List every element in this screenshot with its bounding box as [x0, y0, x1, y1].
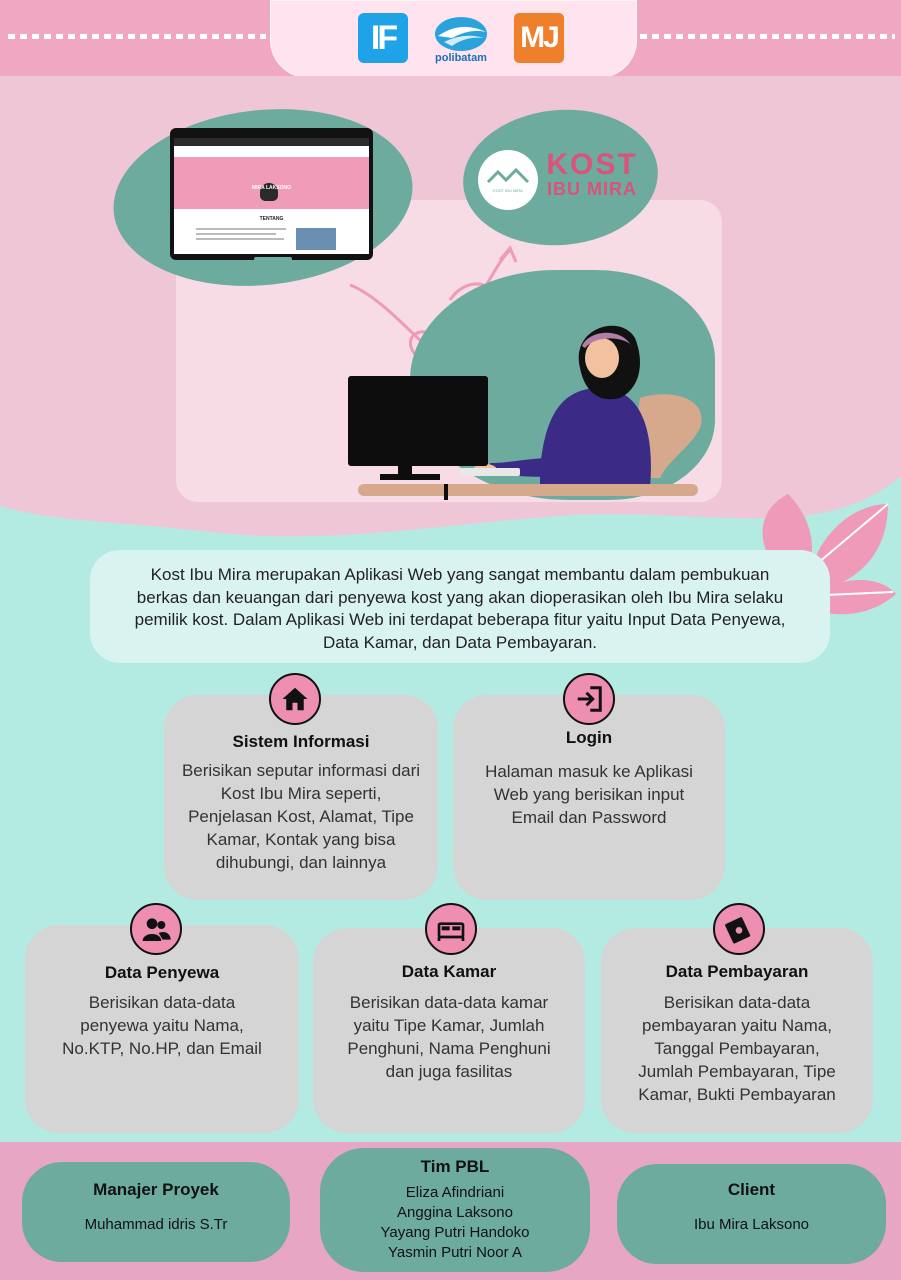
brand-name [546, 150, 638, 198]
feature-card-data-pembayaran [601, 928, 873, 1133]
header-dash-left [8, 34, 266, 39]
woman-at-computer-illustration [340, 318, 710, 500]
feature-card-sistem-informasi [164, 695, 438, 900]
money-icon [713, 903, 765, 955]
laptop-stand [254, 257, 292, 261]
users-icon [130, 903, 182, 955]
house-logo-icon [478, 150, 538, 210]
screen-photo [296, 228, 336, 250]
brand-logo-circle [478, 150, 538, 210]
team-title: Client [727, 1180, 776, 1199]
team-member: Yasmin Putri Noor A [388, 1244, 522, 1261]
feature-card-data-kamar [313, 928, 585, 1133]
team-card-manager [22, 1162, 290, 1262]
polibatam-logo-text: polibatam [435, 52, 487, 64]
feature-text: Halaman masuk ke Aplikasi Web yang berisikan input Email dan Password [485, 762, 693, 827]
brand-name-line1: KOST [546, 148, 638, 181]
feature-text: Berisikan data-data pembayaran yaitu Nama, Tanggal Pembayaran, Jumlah Pembayaran, Tipe Kamar, Bukti Pembayaran [638, 993, 836, 1104]
description-text: Kost Ibu Mira merupakan Aplikasi Web yang sangat membantu dalam pembukuan berkas dan keuangan dari penyewa kost yang akan dioperasikan oleh Ibu Mira selaku pemilik kost. Dalam Aplikasi Web ini terdapat beberapa fitur yaitu Input Data Penyewa, Data Kamar, dan Data Pembayaran. [134, 565, 786, 652]
team-title: Tim PBL [420, 1157, 490, 1176]
feature-title: Sistem Informasi [232, 732, 370, 751]
team-member: Yayang Putri Handoko [380, 1224, 530, 1241]
screen-section-title: TENTANG [259, 216, 284, 222]
team-card-client [617, 1164, 886, 1264]
screen-text-line [196, 233, 276, 235]
team-card-pbl [320, 1148, 590, 1272]
team-member: Ibu Mira Laksono [693, 1216, 810, 1233]
bed-icon [425, 903, 477, 955]
brand-name-line2: IBU MIRA [547, 179, 637, 199]
screen-text-line [196, 238, 284, 240]
login-icon [563, 673, 615, 725]
brand-logo-caption: KOST IBU MIRA [493, 188, 523, 193]
feature-text: Berisikan data-data penyewa yaitu Nama, No.KTP, No.HP, dan Email [62, 993, 262, 1058]
screen-title: MIRA LAKSONO [252, 185, 291, 191]
feature-text: Berisikan seputar informasi dari Kost Ibu Mira seperti, Penjelasan Kost, Alamat, Tipe Kamar, Kontak yang bisa dihubungi, dan lainnya [181, 761, 421, 872]
team-member: Eliza Afindriani [405, 1184, 505, 1201]
browser-bar [174, 138, 369, 146]
laptop-screen [174, 138, 369, 254]
feature-card-login [453, 695, 725, 900]
feature-title: Data Pembayaran [665, 962, 809, 981]
feature-card-data-penyewa [25, 925, 299, 1133]
team-member: Anggina Laksono [397, 1204, 513, 1221]
feature-title: Data Penyewa [104, 963, 220, 982]
feature-title: Login [565, 728, 613, 747]
home-icon [269, 673, 321, 725]
feature-text: Berisikan data-data kamar yaitu Tipe Kamar, Jumlah Penghuni, Nama Penghuni dan juga fasilitas [347, 993, 551, 1081]
team-title: Manajer Proyek [93, 1180, 219, 1199]
mj-logo: MJ [514, 13, 564, 63]
screen-banner [174, 157, 369, 209]
team-member: Muhammad idris S.Tr [84, 1216, 228, 1233]
header-dash-right [640, 34, 895, 39]
screen-text-line [196, 228, 286, 230]
if-logo: IF [358, 13, 408, 63]
feature-title: Data Kamar [401, 962, 497, 981]
